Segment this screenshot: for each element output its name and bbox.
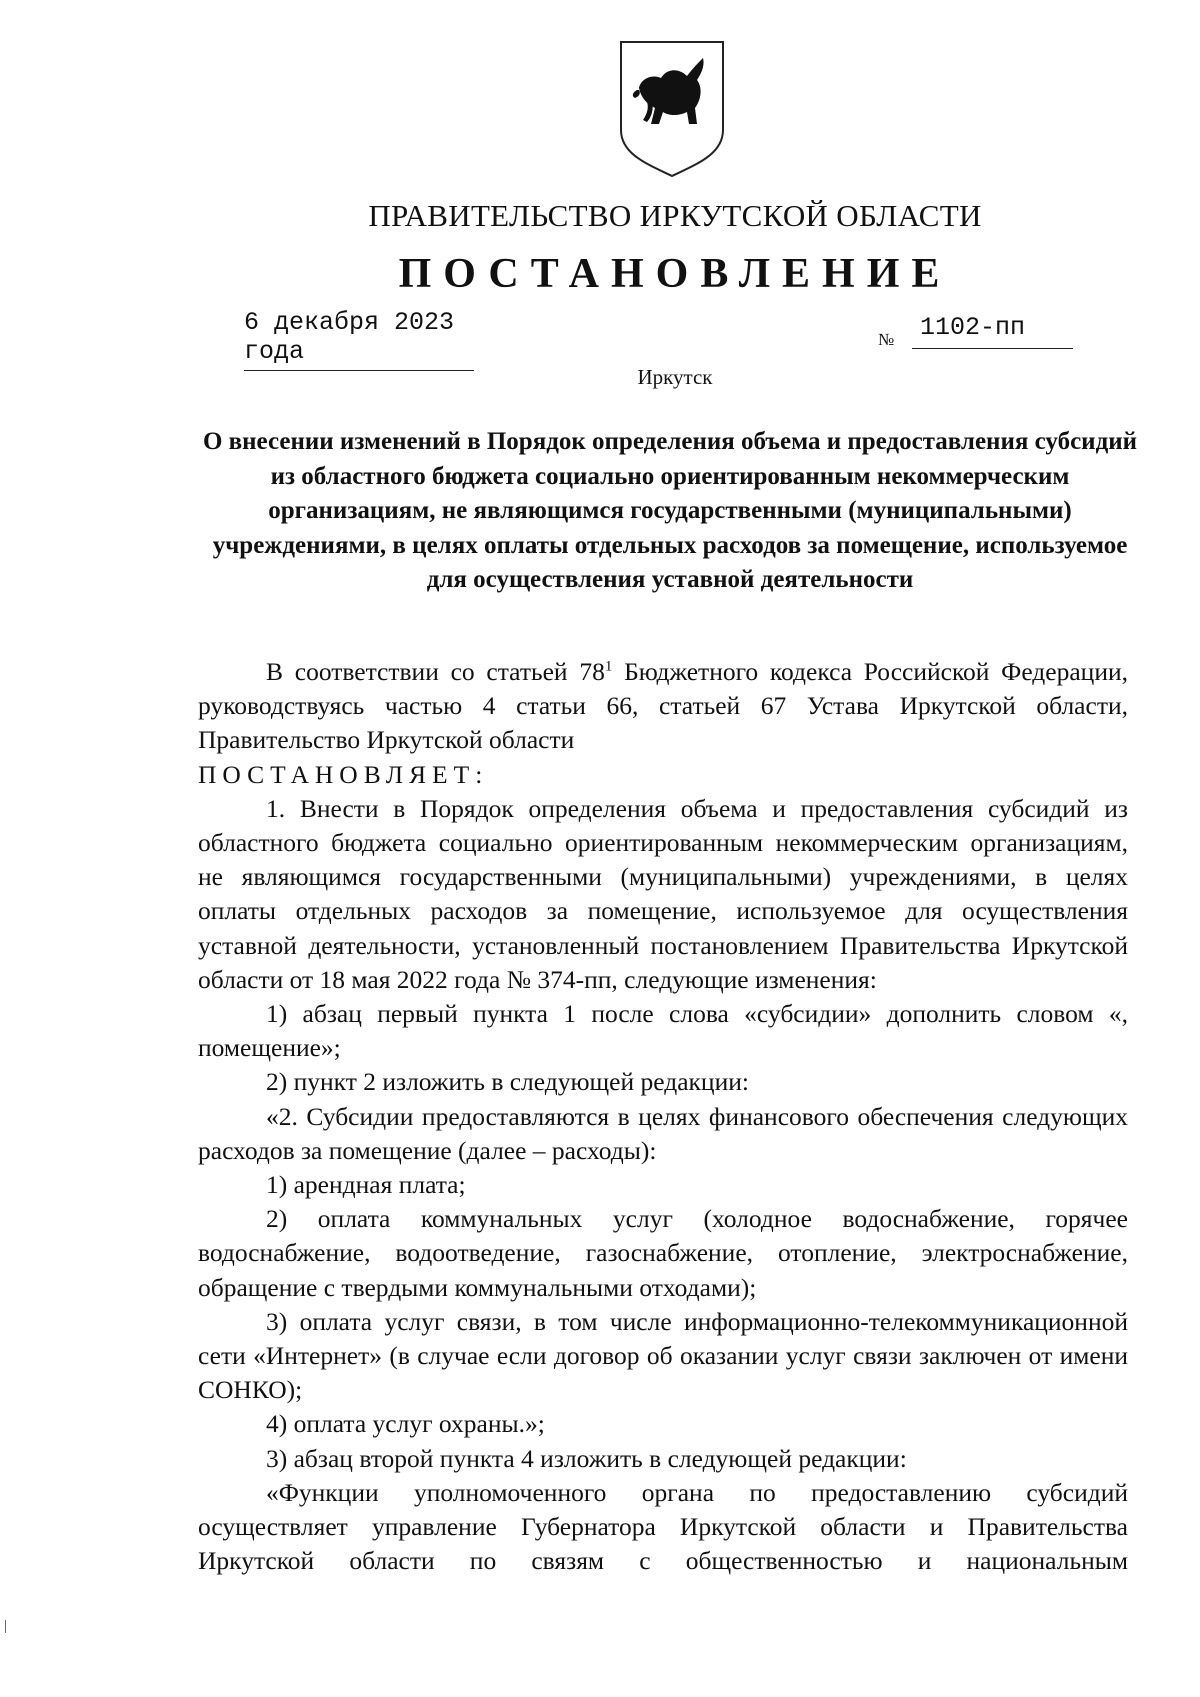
preamble-end: Бюджетного кодекса Российской Федерации, руководствуясь частью 4 статьи 66, статьей 67 Устава Иркутской области, Правительство Иркутской области — [198, 657, 1128, 755]
paragraph: 3) абзац второй пункта 4 изложить в следующей редакции: — [266, 1443, 907, 1473]
paragraph: 2) оплата коммунальных услуг (холодное водоснабжение, горячее водоснабжение, водоотведение, газоснабжение, отопление, электроснабжение, обращение с твердыми коммунальными отходами); — [198, 1204, 1128, 1302]
document-type: ПОСТАНОВЛЕНИЕ — [398, 251, 952, 297]
paragraph: 1) арендная плата; — [266, 1170, 466, 1200]
document-number: 1102-пп — [912, 313, 1073, 349]
decree-word: ПОСТАНОВЛЯЕТ: — [198, 759, 489, 789]
document-body — [198, 655, 1128, 1578]
irkutsk-coat-of-arms-icon — [617, 38, 727, 180]
article-superscript: 1 — [604, 658, 613, 675]
document-date: 6 декабря 2023 года — [244, 308, 474, 371]
paragraph: «2. Субсидии предоставляются в целях финансового обеспечения следующих расходов за помещение (далее – расходы): — [198, 1101, 1128, 1165]
organization-name: ПРАВИТЕЛЬСТВО ИРКУТСКОЙ ОБЛАСТИ — [368, 198, 982, 233]
paragraph: 2) пункт 2 изложить в следующей редакции: — [266, 1067, 749, 1097]
document-number-block — [878, 313, 1073, 353]
preamble-start: В соответствии со статьей 78 — [266, 657, 605, 686]
paragraph: 1) абзац первый пункта 1 после слова «субсидии» дополнить словом «, помещение»; — [198, 999, 1128, 1063]
paragraph: «Функции уполномоченного органа по предоставлению субсидий осуществляет управление Губернатора Иркутской области и Правительства Иркутской области по связям с общественностью и национальным — [198, 1477, 1128, 1576]
city: Иркутск — [637, 365, 713, 389]
paragraph: 1. Внести в Порядок определения объема и предоставления субсидий из областного бюджета социально ориентированным некоммерческим организациям, не являющимся государственными (муниципальными) учреждениями, в целях оплаты отдельных расходов за помещение, используемое для осуществления уставной деятельности, установленный постановлением Правительства Иркутской области от 18 мая 2022 года № 374-пп, следующие изменения: — [198, 793, 1128, 994]
paragraph: 3) оплата услуг связи, в том числе информационно-телекоммуникационной сети «Интернет» (в случае если договор об оказании услуг связи заключен от имени СОНКО); — [198, 1306, 1128, 1405]
preamble — [198, 655, 1128, 758]
paragraph: 4) оплата услуг охраны.»; — [266, 1409, 545, 1439]
number-sign: № — [878, 330, 895, 349]
document-title: О внесении изменений в Порядок определения объема и предоставления субсидий из областного бюджета социально ориентированным некоммерческим организациям, не являющимся государственными (муниципальными) учреждениями, в целях оплаты отдельных расходов за помещение, используемое для осуществления уставной деятельности — [202, 428, 1138, 593]
scan-margin-mark — [5, 1620, 6, 1633]
